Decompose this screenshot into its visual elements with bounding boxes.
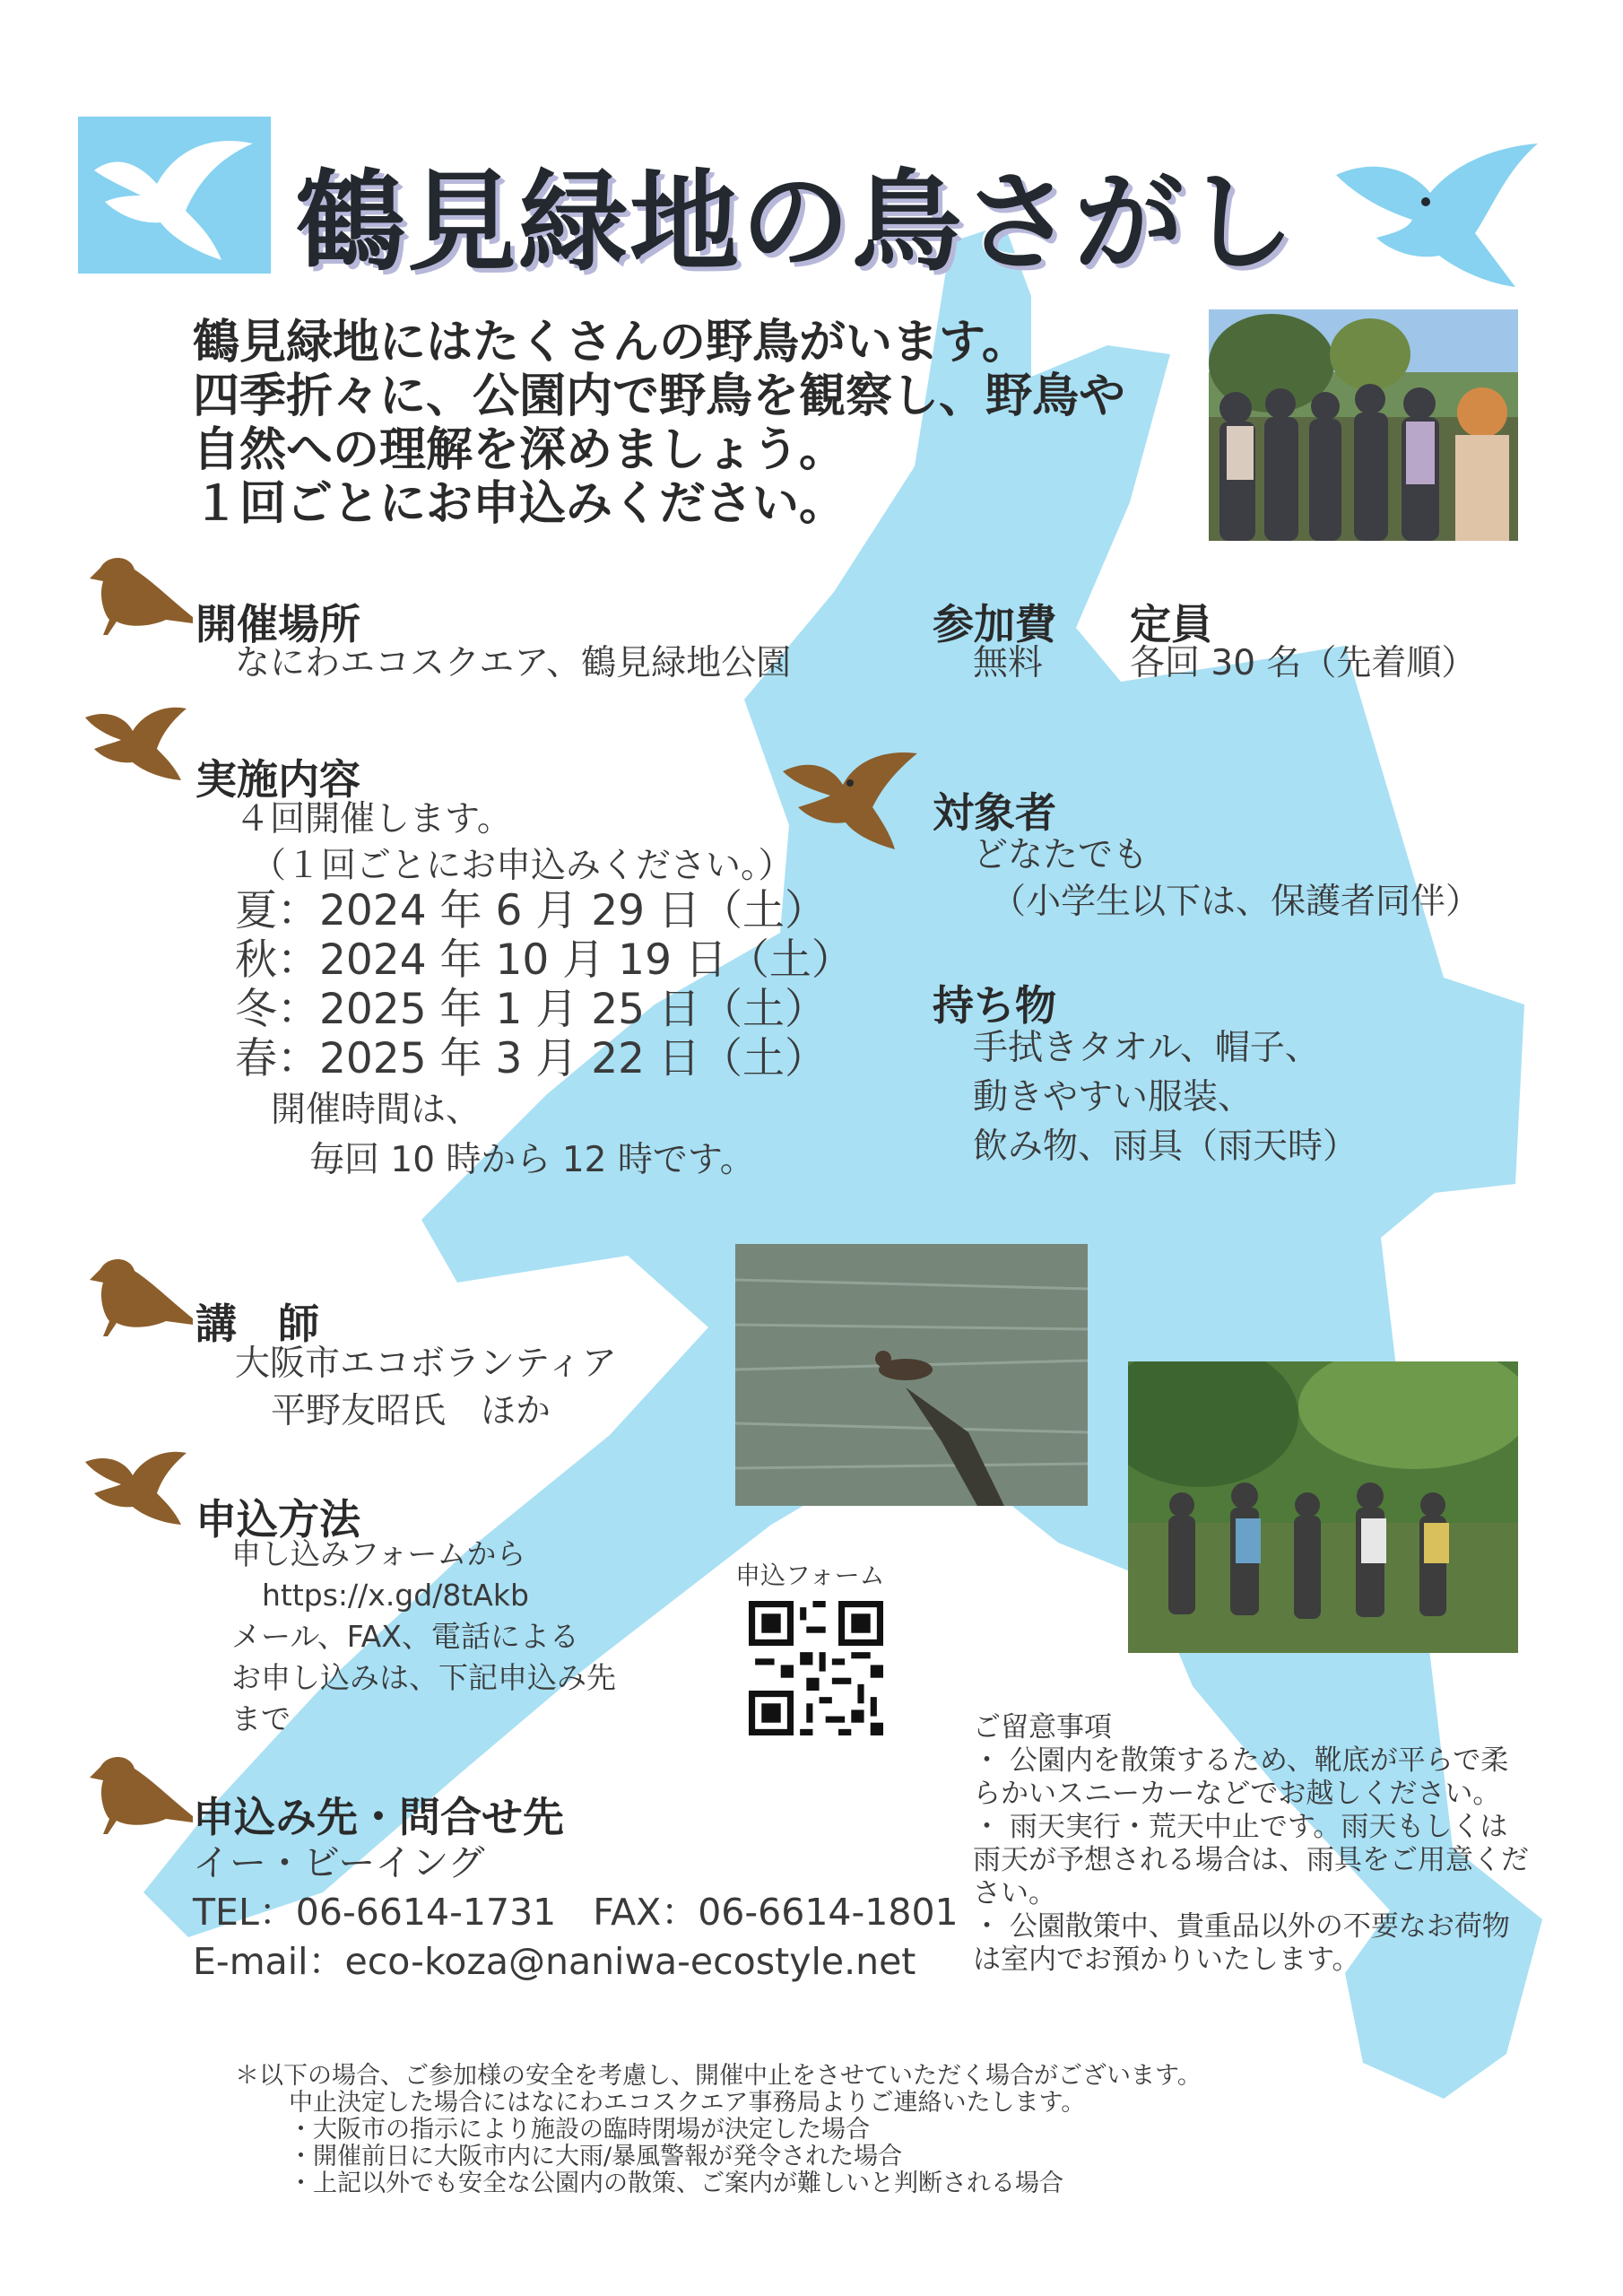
fee-heading: 参加費 xyxy=(933,600,1056,648)
date-spring: 春：2025 年 3 月 22 日（土） xyxy=(235,1034,828,1083)
notes-heading: ご留意事項 xyxy=(973,1711,1112,1744)
date-autumn: 秋：2024 年 10 月 19 日（土） xyxy=(235,935,854,985)
intro-line: 四季折々に、公園内で野鳥を観察し、野鳥や xyxy=(193,370,1126,423)
intro-line: 鶴見緑地にはたくさんの野鳥がいます。 xyxy=(193,316,1028,370)
note-item: ・ 公園内を散策するため、靴底が平らで柔らかいスニーカーなどでお越しください。 xyxy=(973,1744,1509,1810)
fee-value: 無料 xyxy=(973,643,1044,683)
flying-bird-icon xyxy=(778,740,922,852)
content-line: ４回開催します。 xyxy=(235,799,512,839)
title-bird-logo xyxy=(78,117,271,274)
qr-label: 申込フォーム xyxy=(735,1561,885,1590)
belongings-line: 動きやすい服装、 xyxy=(973,1077,1254,1118)
target-line: どなたでも xyxy=(973,835,1149,875)
forest-group-photo xyxy=(1128,1361,1518,1653)
footnote-line: ＊以下の場合、ご参加様の安全を考慮し、開催中止をさせていただく場合がございます。 xyxy=(235,2062,1202,2090)
notes-box xyxy=(973,1711,1529,1977)
belongings-line: 手拭きタオル、帽子、 xyxy=(973,1028,1320,1068)
application-line: メール、FAX、電話による xyxy=(231,1619,579,1654)
intro-line: 自然への理解を深めましょう。 xyxy=(193,423,846,477)
note-item: ・ 公園散策中、貴重品以外の不要なお荷物は室内でお預かりいたします。 xyxy=(973,1910,1510,1976)
intro-text xyxy=(193,316,1125,531)
perched-bird-icon xyxy=(81,550,197,639)
application-line: 申し込みフォームから xyxy=(231,1536,526,1571)
footnote-line: ・開催前日に大阪市内に大雨/暴風警報が発令された場合 xyxy=(289,2143,903,2170)
page-title: 鶴見緑地の鳥さがし xyxy=(296,159,1297,286)
instructor-line: 大阪市エコボランティア xyxy=(235,1344,617,1384)
footnote-line: ・大阪市の指示により施設の臨時閉場が決定した場合 xyxy=(289,2116,870,2144)
intro-line: １回ごとにお申込みください。 xyxy=(193,477,846,531)
belongings-heading: 持ち物 xyxy=(933,981,1056,1030)
instructor-heading: 講 師 xyxy=(195,1300,319,1348)
date-winter: 冬：2025 年 1 月 25 日（土） xyxy=(235,985,828,1034)
application-line: お申し込みは、下記申込み先 xyxy=(231,1660,616,1695)
application-url[interactable]: https://x.gd/8tAkb xyxy=(262,1578,529,1613)
qr-code[interactable] xyxy=(749,1601,883,1735)
date-summer: 夏：2024 年 6 月 29 日（土） xyxy=(235,886,828,935)
flying-bird-icon xyxy=(81,1444,188,1534)
footnote-line: ・上記以外でも安全な公園内の散策、ご案内が難しいと判断される場合 xyxy=(289,2170,1063,2197)
application-heading: 申込方法 xyxy=(195,1495,360,1544)
contact-heading: 申込み先・問合せ先 xyxy=(193,1793,564,1841)
duck-on-pond-photo xyxy=(735,1244,1088,1506)
time-line: 毎回 10 時から 12 時です。 xyxy=(309,1140,755,1180)
content-heading: 実施内容 xyxy=(195,755,360,804)
venue-heading: 開催場所 xyxy=(195,600,360,648)
contact-phone-fax: TEL：06-6614-1731 FAX：06-6614-1801 xyxy=(193,1891,959,1934)
perched-bird-icon xyxy=(81,1251,197,1341)
belongings-line: 飲み物、雨具（雨天時） xyxy=(973,1126,1358,1167)
content-line: （１回ごとにお申込みください。） xyxy=(251,846,794,886)
venue-value: なにわエコスクエア、鶴見緑地公園 xyxy=(235,643,792,683)
flying-bird-icon xyxy=(81,700,188,789)
footnote-line: 中止決定した場合にはなにわエコスクエア事務局よりご連絡いたします。 xyxy=(289,2089,1086,2117)
perched-bird-icon xyxy=(81,1749,197,1839)
capacity-value: 各回 30 名（先着順） xyxy=(1130,643,1477,683)
contact-org: イー・ビーイング xyxy=(193,1841,485,1884)
target-line: （小学生以下は、保護者同伴） xyxy=(991,882,1481,922)
note-item: ・ 雨天実行・荒天中止です。雨天もしくは雨天が予想される場合は、雨具をご用意ください。 xyxy=(973,1811,1529,1909)
instructor-line: 平野友昭氏 ほか xyxy=(271,1391,551,1431)
contact-email[interactable]: E-mail：eco-koza@naniwa-ecostyle.net xyxy=(193,1940,916,1983)
application-line: まで xyxy=(231,1701,291,1736)
group-birdwatching-photo xyxy=(1209,309,1518,541)
flying-bird-icon xyxy=(78,117,271,274)
time-line: 開催時間は、 xyxy=(271,1090,482,1130)
target-heading: 対象者 xyxy=(933,788,1056,837)
title-blue-bird-icon xyxy=(1327,135,1547,296)
capacity-heading: 定員 xyxy=(1130,600,1212,648)
